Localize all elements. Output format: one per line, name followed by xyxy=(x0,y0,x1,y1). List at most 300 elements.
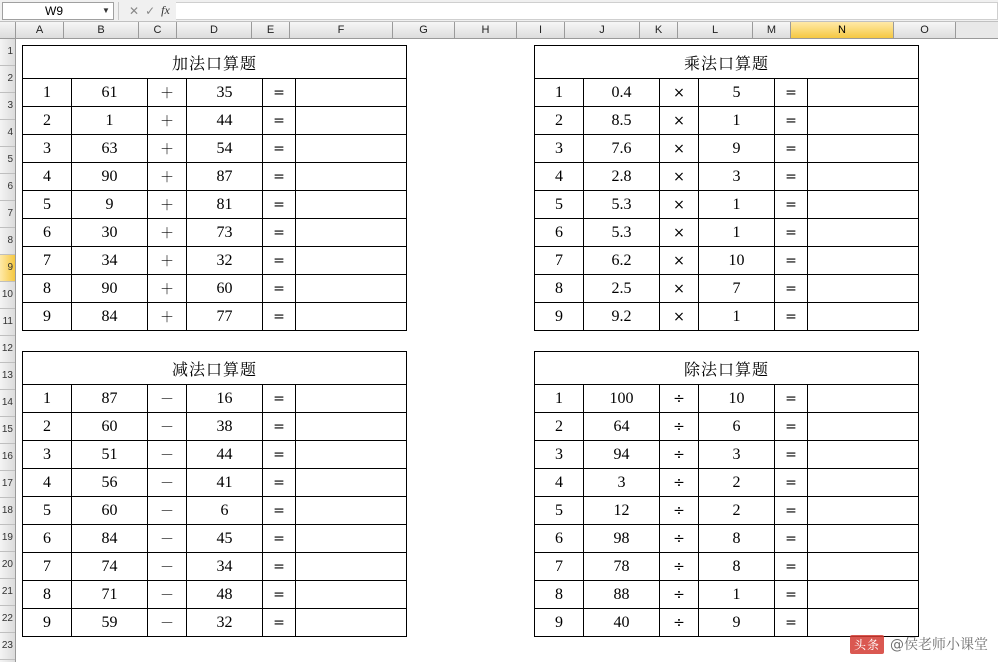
division-row-index: 7 xyxy=(535,553,584,581)
multiplication-operand-b: 3 xyxy=(699,163,775,191)
subtraction-equals-sign: = xyxy=(263,553,296,581)
subtraction-operand-a: 87 xyxy=(72,385,148,413)
division-operator: ÷ xyxy=(660,581,699,609)
multiplication-answer-cell[interactable] xyxy=(808,135,919,163)
table-row xyxy=(23,441,407,469)
table-row xyxy=(535,275,919,303)
subtraction-answer-cell[interactable] xyxy=(296,609,407,637)
addition-operator: ＋ xyxy=(148,303,187,331)
subtraction-operand-b: 44 xyxy=(187,441,263,469)
subtraction-row-index: 5 xyxy=(23,497,72,525)
addition-answer-cell[interactable] xyxy=(296,247,407,275)
confirm-icon[interactable]: ✓ xyxy=(145,3,156,18)
addition-operand-a: 90 xyxy=(72,163,148,191)
formula-input[interactable] xyxy=(176,2,998,20)
addition-operand-b: 54 xyxy=(187,135,263,163)
addition-answer-cell[interactable] xyxy=(296,163,407,191)
addition-operand-b: 35 xyxy=(187,79,263,107)
division-equals-sign: = xyxy=(775,581,808,609)
multiplication-operand-b: 1 xyxy=(699,219,775,247)
row-header-4[interactable]: 4 xyxy=(0,120,15,147)
subtraction-operator: － xyxy=(148,525,187,553)
addition-answer-cell[interactable] xyxy=(296,275,407,303)
division-answer-cell[interactable] xyxy=(808,413,919,441)
column-header-c[interactable]: C xyxy=(139,22,177,38)
division-table xyxy=(534,351,919,637)
subtraction-answer-cell[interactable] xyxy=(296,469,407,497)
multiplication-title: 乘法口算题 xyxy=(535,46,919,79)
multiplication-answer-cell[interactable] xyxy=(808,219,919,247)
division-answer-cell[interactable] xyxy=(808,525,919,553)
addition-operand-b: 87 xyxy=(187,163,263,191)
table-row xyxy=(23,413,407,441)
division-operand-a: 64 xyxy=(584,413,660,441)
addition-operator: ＋ xyxy=(148,191,187,219)
subtraction-operand-a: 60 xyxy=(72,413,148,441)
addition-operand-b: 73 xyxy=(187,219,263,247)
row-header-14[interactable]: 14 xyxy=(0,390,15,417)
division-row-index: 3 xyxy=(535,441,584,469)
subtraction-operand-b: 16 xyxy=(187,385,263,413)
addition-operand-a: 9 xyxy=(72,191,148,219)
division-operator: ÷ xyxy=(660,497,699,525)
multiplication-answer-cell[interactable] xyxy=(808,107,919,135)
addition-operator: ＋ xyxy=(148,79,187,107)
subtraction-operand-a: 51 xyxy=(72,441,148,469)
multiplication-operand-a: 2.5 xyxy=(584,275,660,303)
subtraction-answer-cell[interactable] xyxy=(296,497,407,525)
row-header-22[interactable]: 22 xyxy=(0,606,15,633)
division-operand-b: 6 xyxy=(699,413,775,441)
row-header-15[interactable]: 15 xyxy=(0,417,15,444)
division-operator: ÷ xyxy=(660,441,699,469)
multiplication-operand-a: 5.3 xyxy=(584,191,660,219)
table-row xyxy=(23,163,407,191)
column-header-i[interactable]: I xyxy=(517,22,565,38)
table-row xyxy=(23,609,407,637)
column-header-m[interactable]: M xyxy=(753,22,791,38)
subtraction-answer-cell[interactable] xyxy=(296,525,407,553)
column-header-row xyxy=(0,22,998,39)
table-row xyxy=(535,247,919,275)
subtraction-answer-cell[interactable] xyxy=(296,441,407,469)
addition-answer-cell[interactable] xyxy=(296,191,407,219)
table-row xyxy=(23,303,407,331)
division-answer-cell[interactable] xyxy=(808,441,919,469)
table-row xyxy=(23,469,407,497)
division-equals-sign: = xyxy=(775,441,808,469)
multiplication-operand-a: 7.6 xyxy=(584,135,660,163)
subtraction-operand-b: 32 xyxy=(187,609,263,637)
addition-row-index: 7 xyxy=(23,247,72,275)
multiplication-row-index: 8 xyxy=(535,275,584,303)
division-operand-b: 2 xyxy=(699,469,775,497)
subtraction-answer-cell[interactable] xyxy=(296,581,407,609)
subtraction-operand-b: 48 xyxy=(187,581,263,609)
division-answer-cell[interactable] xyxy=(808,469,919,497)
subtraction-operator: － xyxy=(148,469,187,497)
subtraction-equals-sign: = xyxy=(263,525,296,553)
division-operand-a: 100 xyxy=(584,385,660,413)
select-all-corner[interactable] xyxy=(0,22,16,38)
row-header-18[interactable]: 18 xyxy=(0,498,15,525)
division-row-index: 9 xyxy=(535,609,584,637)
column-header-e[interactable]: E xyxy=(252,22,290,38)
subtraction-operand-a: 56 xyxy=(72,469,148,497)
table-row xyxy=(535,163,919,191)
division-equals-sign: = xyxy=(775,413,808,441)
row-header-11[interactable]: 11 xyxy=(0,309,15,336)
division-operand-a: 98 xyxy=(584,525,660,553)
table-title-row xyxy=(535,46,919,79)
table-row xyxy=(23,219,407,247)
table-row xyxy=(23,79,407,107)
subtraction-operand-b: 38 xyxy=(187,413,263,441)
multiplication-operator: × xyxy=(660,247,699,275)
column-header-g[interactable]: G xyxy=(393,22,455,38)
division-operator: ÷ xyxy=(660,469,699,497)
table-row xyxy=(535,413,919,441)
multiplication-equals-sign: = xyxy=(775,163,808,191)
table-row xyxy=(23,191,407,219)
table-row xyxy=(535,525,919,553)
multiplication-operator: × xyxy=(660,275,699,303)
division-operand-a: 12 xyxy=(584,497,660,525)
subtraction-answer-cell[interactable] xyxy=(296,385,407,413)
division-row-index: 8 xyxy=(535,581,584,609)
subtraction-row-index: 4 xyxy=(23,469,72,497)
subtraction-operator: － xyxy=(148,385,187,413)
row-header-8[interactable]: 8 xyxy=(0,228,15,255)
multiplication-operand-b: 7 xyxy=(699,275,775,303)
column-header-k[interactable]: K xyxy=(640,22,678,38)
table-row xyxy=(535,497,919,525)
worksheet-grid xyxy=(0,39,998,662)
multiplication-answer-cell[interactable] xyxy=(808,191,919,219)
chevron-down-icon[interactable]: ▼ xyxy=(102,6,110,15)
row-header-6[interactable]: 6 xyxy=(0,174,15,201)
subtraction-operator: － xyxy=(148,609,187,637)
table-row xyxy=(23,385,407,413)
subtraction-operator: － xyxy=(148,553,187,581)
addition-operator: ＋ xyxy=(148,135,187,163)
addition-operand-a: 90 xyxy=(72,275,148,303)
division-operand-b: 10 xyxy=(699,385,775,413)
row-header-2[interactable]: 2 xyxy=(0,66,15,93)
table-row xyxy=(23,107,407,135)
subtraction-operator: － xyxy=(148,441,187,469)
multiplication-operand-b: 10 xyxy=(699,247,775,275)
subtraction-operator: － xyxy=(148,413,187,441)
table-title-row xyxy=(535,352,919,385)
multiplication-operand-b: 1 xyxy=(699,303,775,331)
row-header-column xyxy=(0,39,16,662)
column-header-o[interactable]: O xyxy=(894,22,956,38)
division-operator: ÷ xyxy=(660,385,699,413)
column-header-h[interactable]: H xyxy=(455,22,517,38)
row-header-16[interactable]: 16 xyxy=(0,444,15,471)
multiplication-table xyxy=(534,45,919,331)
multiplication-equals-sign: = xyxy=(775,191,808,219)
subtraction-equals-sign: = xyxy=(263,385,296,413)
row-header-5[interactable]: 5 xyxy=(0,147,15,174)
addition-row-index: 6 xyxy=(23,219,72,247)
multiplication-equals-sign: = xyxy=(775,219,808,247)
subtraction-row-index: 9 xyxy=(23,609,72,637)
table-row xyxy=(535,609,919,637)
column-header-j[interactable]: J xyxy=(565,22,640,38)
addition-equals-sign: = xyxy=(263,303,296,331)
column-header-a[interactable]: A xyxy=(16,22,64,38)
row-header-12[interactable]: 12 xyxy=(0,336,15,363)
division-operand-a: 40 xyxy=(584,609,660,637)
addition-operand-a: 61 xyxy=(72,79,148,107)
division-operator: ÷ xyxy=(660,553,699,581)
division-operator: ÷ xyxy=(660,525,699,553)
subtraction-equals-sign: = xyxy=(263,413,296,441)
division-operand-b: 3 xyxy=(699,441,775,469)
division-operand-a: 94 xyxy=(584,441,660,469)
division-answer-cell[interactable] xyxy=(808,581,919,609)
division-operator: ÷ xyxy=(660,413,699,441)
multiplication-answer-cell[interactable] xyxy=(808,79,919,107)
formula-bar xyxy=(0,0,998,22)
division-operand-a: 3 xyxy=(584,469,660,497)
row-header-3[interactable]: 3 xyxy=(0,93,15,120)
multiplication-operand-a: 6.2 xyxy=(584,247,660,275)
toutiao-logo: 头条 xyxy=(850,635,884,654)
cancel-icon[interactable]: ✕ xyxy=(129,3,140,18)
multiplication-operator: × xyxy=(660,135,699,163)
multiplication-row-index: 5 xyxy=(535,191,584,219)
table-row xyxy=(535,219,919,247)
divider xyxy=(118,2,119,20)
multiplication-equals-sign: = xyxy=(775,107,808,135)
division-operand-b: 2 xyxy=(699,497,775,525)
multiplication-equals-sign: = xyxy=(775,247,808,275)
subtraction-answer-cell[interactable] xyxy=(296,553,407,581)
addition-operator: ＋ xyxy=(148,275,187,303)
table-row xyxy=(535,441,919,469)
addition-operator: ＋ xyxy=(148,107,187,135)
multiplication-operand-a: 2.8 xyxy=(584,163,660,191)
division-answer-cell[interactable] xyxy=(808,553,919,581)
division-row-index: 6 xyxy=(535,525,584,553)
addition-equals-sign: = xyxy=(263,247,296,275)
addition-row-index: 3 xyxy=(23,135,72,163)
column-header-d[interactable]: D xyxy=(177,22,252,38)
addition-table xyxy=(22,45,407,331)
addition-operand-a: 63 xyxy=(72,135,148,163)
table-row xyxy=(535,191,919,219)
addition-operand-a: 1 xyxy=(72,107,148,135)
multiplication-row-index: 2 xyxy=(535,107,584,135)
addition-equals-sign: = xyxy=(263,135,296,163)
division-row-index: 4 xyxy=(535,469,584,497)
multiplication-operator: × xyxy=(660,163,699,191)
addition-operand-b: 60 xyxy=(187,275,263,303)
division-equals-sign: = xyxy=(775,385,808,413)
division-operand-b: 8 xyxy=(699,525,775,553)
addition-answer-cell[interactable] xyxy=(296,107,407,135)
division-equals-sign: = xyxy=(775,497,808,525)
table-row xyxy=(23,581,407,609)
table-row xyxy=(535,135,919,163)
addition-operator: ＋ xyxy=(148,247,187,275)
multiplication-answer-cell[interactable] xyxy=(808,247,919,275)
division-row-index: 5 xyxy=(535,497,584,525)
addition-operand-b: 81 xyxy=(187,191,263,219)
multiplication-operand-b: 1 xyxy=(699,191,775,219)
subtraction-table xyxy=(22,351,407,637)
subtraction-row-index: 3 xyxy=(23,441,72,469)
table-row xyxy=(23,275,407,303)
division-operand-b: 8 xyxy=(699,553,775,581)
subtraction-operand-a: 59 xyxy=(72,609,148,637)
table-row xyxy=(535,581,919,609)
addition-equals-sign: = xyxy=(263,163,296,191)
addition-equals-sign: = xyxy=(263,107,296,135)
row-header-20[interactable]: 20 xyxy=(0,552,15,579)
addition-operand-b: 32 xyxy=(187,247,263,275)
addition-operator: ＋ xyxy=(148,163,187,191)
addition-answer-cell[interactable] xyxy=(296,79,407,107)
multiplication-equals-sign: = xyxy=(775,79,808,107)
addition-operand-a: 84 xyxy=(72,303,148,331)
addition-equals-sign: = xyxy=(263,79,296,107)
row-header-7[interactable]: 7 xyxy=(0,201,15,228)
addition-answer-cell[interactable] xyxy=(296,219,407,247)
division-answer-cell[interactable] xyxy=(808,385,919,413)
subtraction-answer-cell[interactable] xyxy=(296,413,407,441)
multiplication-operator: × xyxy=(660,191,699,219)
table-row xyxy=(23,247,407,275)
subtraction-operand-a: 60 xyxy=(72,497,148,525)
division-equals-sign: = xyxy=(775,469,808,497)
table-row xyxy=(535,107,919,135)
division-answer-cell[interactable] xyxy=(808,497,919,525)
multiplication-operator: × xyxy=(660,303,699,331)
addition-equals-sign: = xyxy=(263,191,296,219)
row-header-17[interactable]: 17 xyxy=(0,471,15,498)
subtraction-operand-a: 71 xyxy=(72,581,148,609)
subtraction-equals-sign: = xyxy=(263,469,296,497)
division-title: 除法口算题 xyxy=(535,352,919,385)
table-row xyxy=(23,553,407,581)
multiplication-operand-b: 9 xyxy=(699,135,775,163)
subtraction-operator: － xyxy=(148,497,187,525)
table-row xyxy=(535,303,919,331)
watermark-text: @侯老师小课堂 xyxy=(890,637,988,653)
subtraction-equals-sign: = xyxy=(263,581,296,609)
multiplication-operand-a: 9.2 xyxy=(584,303,660,331)
multiplication-row-index: 7 xyxy=(535,247,584,275)
addition-row-index: 4 xyxy=(23,163,72,191)
insert-function-icon[interactable]: fx xyxy=(161,3,170,17)
multiplication-row-index: 4 xyxy=(535,163,584,191)
table-row xyxy=(23,525,407,553)
row-header-23[interactable]: 23 xyxy=(0,633,15,660)
addition-row-index: 9 xyxy=(23,303,72,331)
subtraction-equals-sign: = xyxy=(263,497,296,525)
column-header-n[interactable]: N xyxy=(791,22,894,38)
multiplication-equals-sign: = xyxy=(775,303,808,331)
division-answer-cell[interactable] xyxy=(808,609,919,637)
multiplication-equals-sign: = xyxy=(775,135,808,163)
table-title-row xyxy=(23,352,407,385)
multiplication-operand-a: 8.5 xyxy=(584,107,660,135)
division-operand-b: 1 xyxy=(699,581,775,609)
column-header-b[interactable]: B xyxy=(64,22,139,38)
subtraction-row-index: 2 xyxy=(23,413,72,441)
formula-bar-buttons xyxy=(123,3,176,18)
addition-operand-b: 44 xyxy=(187,107,263,135)
name-box-value: W9 xyxy=(45,3,63,18)
addition-operand-a: 34 xyxy=(72,247,148,275)
division-operand-b: 9 xyxy=(699,609,775,637)
sheet-canvas[interactable] xyxy=(16,39,998,662)
subtraction-operand-b: 41 xyxy=(187,469,263,497)
multiplication-equals-sign: = xyxy=(775,275,808,303)
addition-operand-b: 77 xyxy=(187,303,263,331)
row-header-13[interactable]: 13 xyxy=(0,363,15,390)
addition-answer-cell[interactable] xyxy=(296,135,407,163)
division-equals-sign: = xyxy=(775,553,808,581)
table-row xyxy=(535,385,919,413)
division-row-index: 1 xyxy=(535,385,584,413)
multiplication-operand-b: 1 xyxy=(699,107,775,135)
multiplication-answer-cell[interactable] xyxy=(808,163,919,191)
division-operand-a: 88 xyxy=(584,581,660,609)
division-operator: ÷ xyxy=(660,609,699,637)
subtraction-row-index: 7 xyxy=(23,553,72,581)
multiplication-operator: × xyxy=(660,79,699,107)
column-header-l[interactable]: L xyxy=(678,22,753,38)
multiplication-row-index: 6 xyxy=(535,219,584,247)
multiplication-row-index: 3 xyxy=(535,135,584,163)
multiplication-operand-b: 5 xyxy=(699,79,775,107)
multiplication-answer-cell[interactable] xyxy=(808,275,919,303)
addition-equals-sign: = xyxy=(263,275,296,303)
addition-row-index: 2 xyxy=(23,107,72,135)
column-header-f[interactable]: F xyxy=(290,22,393,38)
subtraction-row-index: 8 xyxy=(23,581,72,609)
row-header-19[interactable]: 19 xyxy=(0,525,15,552)
row-header-1[interactable]: 1 xyxy=(0,39,15,66)
multiplication-operator: × xyxy=(660,219,699,247)
row-header-9[interactable]: 9 xyxy=(0,255,15,282)
multiplication-operand-a: 0.4 xyxy=(584,79,660,107)
division-row-index: 2 xyxy=(535,413,584,441)
row-header-21[interactable]: 21 xyxy=(0,579,15,606)
subtraction-operand-a: 74 xyxy=(72,553,148,581)
addition-operator: ＋ xyxy=(148,219,187,247)
division-operand-a: 78 xyxy=(584,553,660,581)
table-row xyxy=(535,469,919,497)
multiplication-answer-cell[interactable] xyxy=(808,303,919,331)
subtraction-title: 减法口算题 xyxy=(23,352,407,385)
addition-answer-cell[interactable] xyxy=(296,303,407,331)
subtraction-equals-sign: = xyxy=(263,441,296,469)
table-row xyxy=(23,135,407,163)
addition-row-index: 1 xyxy=(23,79,72,107)
subtraction-row-index: 6 xyxy=(23,525,72,553)
name-box[interactable] xyxy=(2,2,114,20)
table-title-row xyxy=(23,46,407,79)
row-header-10[interactable]: 10 xyxy=(0,282,15,309)
multiplication-row-index: 1 xyxy=(535,79,584,107)
addition-title: 加法口算题 xyxy=(23,46,407,79)
